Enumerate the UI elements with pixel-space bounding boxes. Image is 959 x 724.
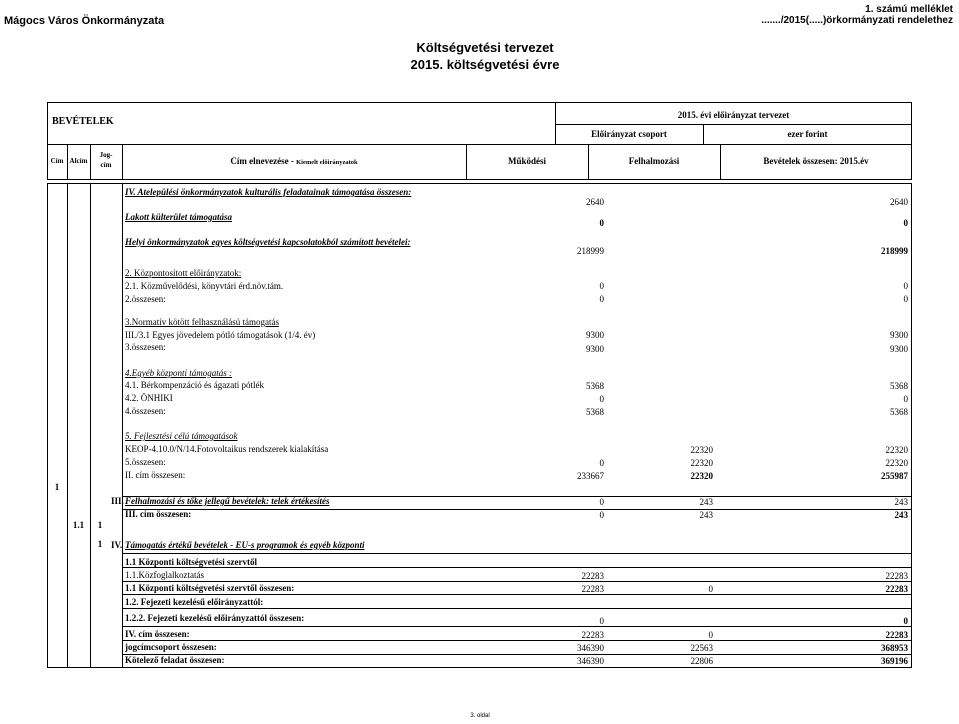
col-total: Bevételek összesen: 2015.év <box>763 156 869 166</box>
row-label: 1.2.2. Fejezeti kezelésű előirányzattól összesen: <box>125 613 305 623</box>
row-label: jogcímcsoport összesen: <box>125 642 217 652</box>
row-mukodesi: 233667 <box>577 471 604 481</box>
row-total: 218999 <box>881 246 908 256</box>
row-label: Felhalmozási és tőke jellegű bevételek: telek értékesítés <box>125 496 330 506</box>
row-label: 2.1. Közművelődési, könyvtári érd.növ.tám. <box>125 281 284 291</box>
row-mukodesi: 2640 <box>586 197 604 207</box>
unit-heading: ezer forint <box>787 129 828 139</box>
row-total: 5368 <box>890 407 908 417</box>
organization-name: Mágocs Város Önkormányzata <box>4 15 165 27</box>
header-divider <box>555 124 912 125</box>
row-prefix: IV. <box>111 540 123 550</box>
header-divider <box>47 144 912 145</box>
row-mukodesi: 0 <box>599 616 604 626</box>
row-label: IV. Atelepülési önkormányzatok kulturális feladatainak támogatása összesen: <box>125 187 412 197</box>
body-divider <box>67 183 68 668</box>
bevetelek-heading: BEVÉTELEK <box>52 116 114 127</box>
row-total: 22283 <box>885 630 908 640</box>
row-label: 3.összesen: <box>125 342 166 352</box>
row-total: 2640 <box>890 197 908 207</box>
alcim-code: 1.1 <box>72 520 85 530</box>
row-felhalmozasi: 22320 <box>690 458 713 468</box>
row-label: 1.1.Közfoglalkoztatás <box>125 570 204 580</box>
document-subtitle: 2015. költségvetési évre <box>410 57 560 72</box>
row-mukodesi: 5368 <box>586 381 604 391</box>
row-total: 9300 <box>890 344 908 354</box>
row-mukodesi: 0 <box>599 394 604 404</box>
row-mukodesi: 0 <box>599 458 604 468</box>
row-divider <box>122 567 912 568</box>
row-total: 22320 <box>885 445 908 455</box>
row-total: 243 <box>894 497 908 507</box>
col-cim: Cím <box>50 157 64 165</box>
row-total: 22320 <box>885 458 908 468</box>
row-divider <box>122 581 912 582</box>
row-mukodesi: 0 <box>599 294 604 304</box>
col-name-main: Cím elnevezése - <box>230 156 297 166</box>
row-mukodesi: 346390 <box>577 643 604 653</box>
row-total: 9300 <box>890 330 908 340</box>
row-label: 5. Fejlesztési célú támogatások <box>125 431 238 441</box>
row-felhalmozasi: 243 <box>699 497 713 507</box>
row-label: IV. cím összesen: <box>125 629 190 639</box>
col-mukodesi: Működési <box>507 156 546 166</box>
row-total: 22283 <box>885 571 908 581</box>
row-label: Lakott külterület támogatása <box>125 212 233 222</box>
row-felhalmozasi: 22320 <box>690 445 713 455</box>
row-label: Helyi önkormányzatok egyes költségvetési kapcsolatokból számított bevételei: <box>125 237 411 247</box>
appropriation-group-heading: Előirányzat csoport <box>591 129 667 139</box>
row-label: 2.összesen: <box>125 294 166 304</box>
row-label: 4.összesen: <box>125 406 166 416</box>
row-felhalmozasi: 22563 <box>690 643 713 653</box>
row-felhalmozasi: 243 <box>699 510 713 520</box>
document-title: Költségvetési tervezet <box>416 40 554 55</box>
row-divider <box>122 654 912 655</box>
iv-code: 1 <box>97 539 103 549</box>
row-label: KEOP-4.10.0/N/14.Fotovoltaikus rendszerek kialakítása <box>125 444 329 454</box>
row-mukodesi: 0 <box>599 497 604 507</box>
col-felhalmozasi: Felhalmozási <box>628 156 680 166</box>
row-mukodesi: 22283 <box>581 584 604 594</box>
row-mukodesi: 9300 <box>586 344 604 354</box>
row-label: 5.összesen: <box>125 457 166 467</box>
col-jogcim-line1: Jog- <box>99 151 113 159</box>
row-mukodesi: 22283 <box>581 571 604 581</box>
row-mukodesi: 346390 <box>577 656 604 666</box>
row-divider <box>122 608 912 609</box>
row-divider <box>122 553 912 554</box>
row-mukodesi: 5368 <box>586 407 604 417</box>
row-mukodesi: 22283 <box>581 630 604 640</box>
row-mukodesi: 0 <box>599 218 604 228</box>
row-label: 1.1 Központi költségvetési szervtől <box>125 557 257 567</box>
row-mukodesi: 0 <box>599 510 604 520</box>
row-label: Támogatás értékű bevételek - EU-s programok és egyéb központi <box>125 540 365 550</box>
row-prefix: III. <box>111 496 124 506</box>
row-label: 4.2. ÖNHIKI <box>125 393 173 403</box>
decree-reference: ......./2015(.....)örkormányzati rendelethez <box>761 15 953 26</box>
row-felhalmozasi: 0 <box>708 584 713 594</box>
row-mukodesi: 9300 <box>586 330 604 340</box>
row-total: 22283 <box>885 584 908 594</box>
row-label: 2. Központosított előirányzatok: <box>125 268 242 278</box>
col-jogcim-line2: cím <box>100 161 112 169</box>
col-name-small: Kiemelt előirányzatok <box>296 159 358 166</box>
row-divider <box>122 594 912 595</box>
row-label: II. cím összesen: <box>125 470 186 480</box>
row-total: 0 <box>903 281 908 291</box>
row-total: 0 <box>903 294 908 304</box>
row-total: 255987 <box>881 471 908 481</box>
col-name <box>122 156 466 166</box>
row-label: Kötelező feladat összesen: <box>125 655 225 665</box>
annex-label: 1. számú melléklet <box>865 4 953 15</box>
row-total: 243 <box>894 510 908 520</box>
cim-code: 1 <box>54 482 60 492</box>
row-total: 0 <box>903 218 908 228</box>
row-label: 4.Egyéb központi támogatás : <box>125 368 232 378</box>
row-mukodesi: 218999 <box>577 246 604 256</box>
row-felhalmozasi: 22320 <box>690 471 713 481</box>
row-label: 3.Normatív kötött felhasználású támogatás <box>125 317 279 327</box>
row-total: 369196 <box>881 656 908 666</box>
row-total: 0 <box>903 616 908 626</box>
jogcim-code: 1 <box>97 520 103 530</box>
col-alcim: Alcím <box>69 157 88 165</box>
body-divider <box>122 183 123 668</box>
row-label: III. cím összesen: <box>125 509 192 519</box>
row-felhalmozasi: 0 <box>708 630 713 640</box>
row-total: 0 <box>903 394 908 404</box>
row-total: 368953 <box>881 643 908 653</box>
body-divider <box>90 183 91 668</box>
row-total: 5368 <box>890 381 908 391</box>
plan-year-heading: 2015. évi előirányzat tervezet <box>677 110 790 120</box>
row-label: III./3.1 Egyes jövedelem pótló támogatások (1/4. év) <box>125 330 316 340</box>
row-mukodesi: 0 <box>599 281 604 291</box>
page-number: 3. oldal <box>470 713 490 719</box>
row-felhalmozasi: 22806 <box>690 656 713 666</box>
row-divider <box>122 640 912 641</box>
row-divider <box>122 626 912 627</box>
row-label: 4.1. Bérkompenzáció és ágazati pótlék <box>125 380 264 390</box>
row-label: 1.2. Fejezeti kezelésű előirányzattól: <box>125 597 264 607</box>
row-label: 1.1 Központi költségvetési szervtől összesen: <box>125 583 295 593</box>
